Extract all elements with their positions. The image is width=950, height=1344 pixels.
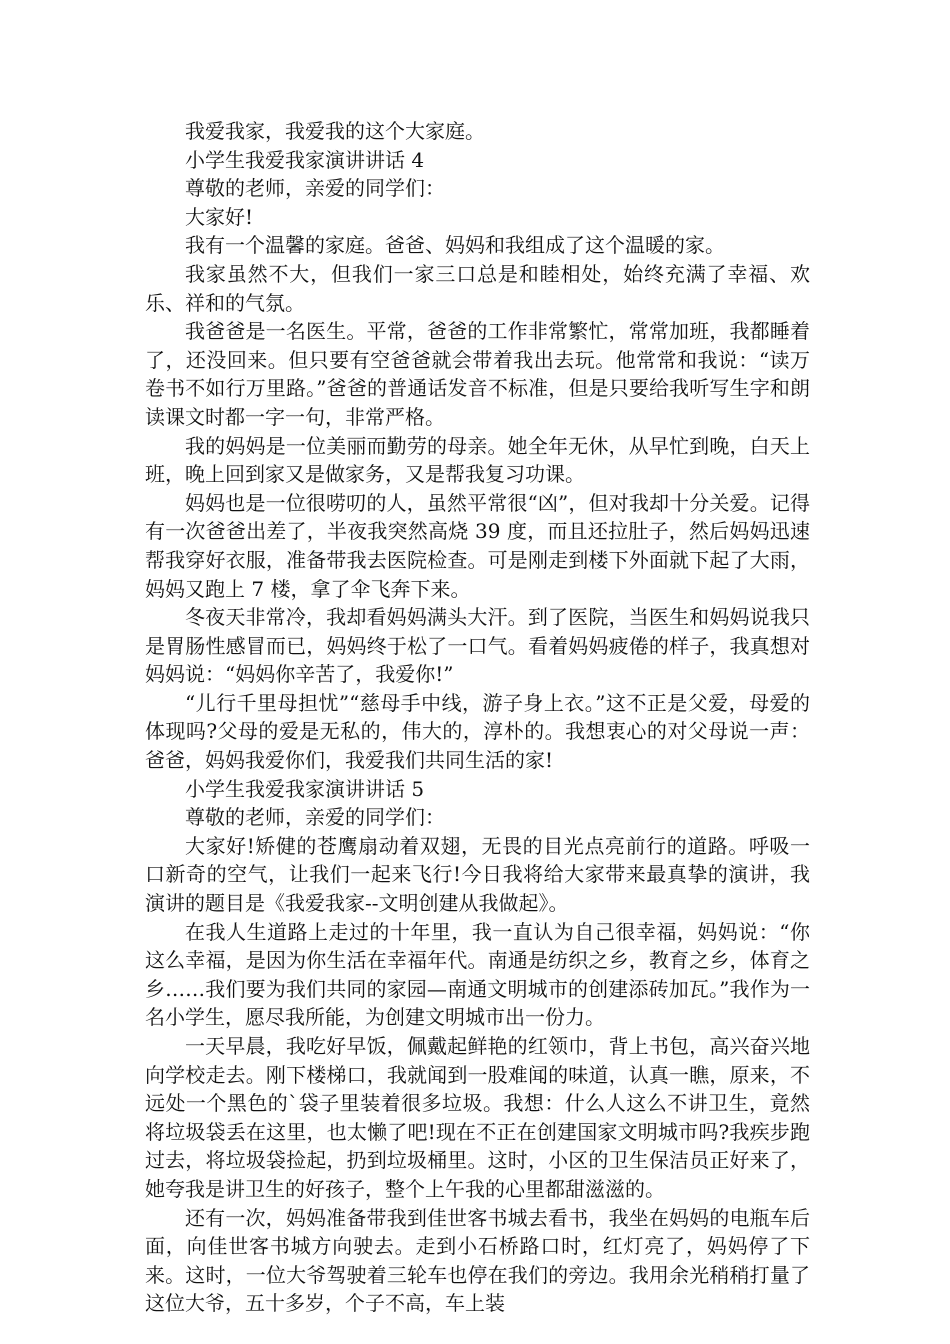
paragraph: 妈妈也是一位很唠叨的人，虽然平常很“凶”，但对我却十分关爱。记得有一次爸爸出差了，半夜我突然高烧 39 度，而且还拉肚子，然后妈妈迅速帮我穿好衣服，准备带我去医院检查。可是刚走到楼下外面就下起了大雨，妈妈又跑上 7 楼，拿了伞飞奔下来。 xyxy=(145,490,810,601)
paragraph: 大家好!矫健的苍鹰扇动着双翅，无畏的目光点亮前行的道路。呼吸一口新奇的空气，让我们一起来飞行!今日我将给大家带来最真挚的演讲，我演讲的题目是《我爱我家--文明创建从我做起》。 xyxy=(145,833,810,916)
paragraph-closing-line: 我爱我家，我爱我的这个大家庭。 xyxy=(185,119,485,143)
speech-4-salutation: 尊敬的老师，亲爱的同学们： xyxy=(185,176,445,201)
paragraph: 我家虽然不大，但我们一家三口总是和睦相处，始终充满了幸福、欢乐、祥和的气氛。 xyxy=(145,261,810,315)
paragraph: 我的妈妈是一位美丽而勤劳的母亲。她全年无休，从早忙到晚，白天上班，晚上回到家又是做家务，又是帮我复习功课。 xyxy=(145,433,810,487)
document-page xyxy=(145,117,810,1318)
paragraph: 在我人生道路上走过的十年里，我一直认为自己很幸福，妈妈说：“你这么幸福，是因为你生活在幸福年代。南通是纺织之乡，教育之乡，体育之乡……我们要为我们共同的家园—南通文明城市的创建添砖加瓦。”我作为一名小学生，愿尽我所能，为创建文明城市出一份力。 xyxy=(145,919,810,1030)
paragraph: “儿行千里母担忧”“慈母手中线，游子身上衣。”这不正是父爱，母爱的体现吗?父母的爱是无私的，伟大的，淳朴的。我想衷心的对父母说一声：爸爸，妈妈我爱你们，我爱我们共同生活的家! xyxy=(145,690,810,773)
paragraph: 冬夜天非常冷，我却看妈妈满头大汗。到了医院，当医生和妈妈说我只是胃肠性感冒而已，妈妈终于松了一口气。看着妈妈疲倦的样子，我真想对妈妈说：“妈妈你辛苦了，我爱你!” xyxy=(145,605,810,687)
speech-5-salutation: 尊敬的老师，亲爱的同学们： xyxy=(185,805,445,830)
paragraph: 一天早晨，我吃好早饭，佩戴起鲜艳的红领巾，背上书包，高兴奋兴地向学校走去。刚下楼梯口，我就闻到一股难闻的味道，认真一瞧，原来，不远处一个黑色的`袋子里装着很多垃圾。我想：什么人这么不讲卫生，竟然将垃圾袋丢在这里，也太懒了吧!现在不正在创建国家文明城市吗?我疾步跑过去，将垃圾袋捡起，扔到垃圾桶里。这时，小区的卫生保洁员正好来了，她夸我是讲卫生的好孩子，整个上午我的心里都甜滋滋的。 xyxy=(145,1034,810,1201)
speech-5-title: 小学生我爱我家演讲讲话 5 xyxy=(185,776,425,801)
paragraph: 我有一个温馨的家庭。爸爸、妈妈和我组成了这个温暖的家。 xyxy=(185,233,725,258)
paragraph: 还有一次，妈妈准备带我到佳世客书城去看书，我坐在妈妈的电瓶车后面，向佳世客书城方向驶去。走到小石桥路口时，红灯亮了，妈妈停了下来。这时，一位大爷驾驶着三轮车也停在我们的旁边。我用余光稍稍打量了这位大爷，五十多岁，个子不高，车上装 xyxy=(145,1205,810,1316)
paragraph: 我爸爸是一名医生。平常，爸爸的工作非常繁忙，常常加班，我都睡着了，还没回来。但只要有空爸爸就会带着我出去玩。他常常和我说：“读万卷书不如行万里路。”爸爸的普通话发音不标准，但是只要给我听写生字和朗读课文时都一字一句，非常严格。 xyxy=(145,319,810,429)
speech-4-greeting: 大家好! xyxy=(185,204,254,229)
speech-4-title: 小学生我爱我家演讲讲话 4 xyxy=(185,147,425,172)
